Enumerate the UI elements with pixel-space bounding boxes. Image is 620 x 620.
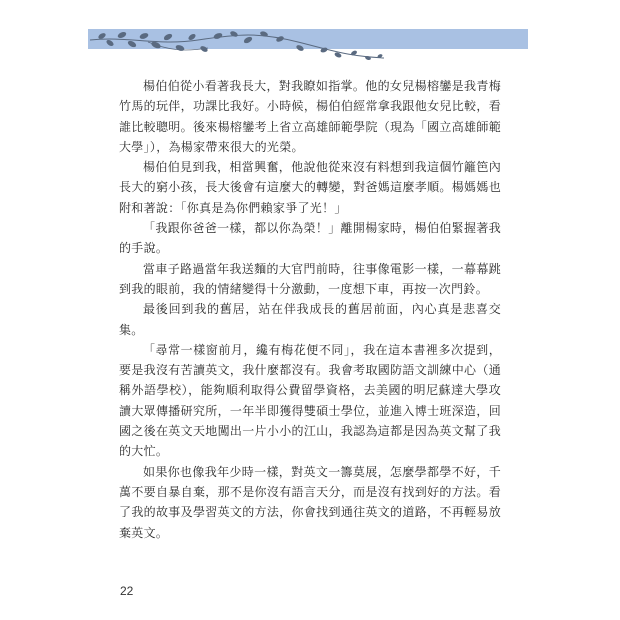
- paragraph: 如果你也像我年少時一樣，對英文一籌莫展，怎麼學都學不好，千萬不要自暴自棄，那不是你沒有語言天分，而是沒有找到好的方法。看了我的故事及學習英文的方法，你會找到通往英文的道路，不再輕易放棄英文。: [119, 464, 501, 540]
- paragraph: 「尋常一樣窗前月，纔有梅花便不同」，我在這本書裡多次提到，要是我沒有苦讀英文，我什麼都沒有。我會考取國防語文訓練中心（通稱外語學校），能夠順利取得公費留學資格，去美國的明尼蘇達大學攻讀大眾傳播研究所，一年半即獲得雙碩士學位，並進入博士班深造，回國之後在英文天地闖出一片小小的江山，我認為這都是因為英文幫了我的大忙。: [119, 342, 501, 459]
- vine-leaf-ornament-icon: [88, 22, 388, 66]
- page-number: 22: [120, 584, 134, 598]
- paragraph: 當車子路過當年我送麵的大官門前時，往事像電影一樣，一幕幕跳到我的眼前，我的情緒變得十分激動，一度想下車，再按一次門鈴。: [119, 261, 501, 296]
- paragraph: 最後回到我的舊居，站在伴我成長的舊居前面，內心真是悲喜交集。: [119, 302, 501, 337]
- paragraph: 楊伯伯從小看著我長大，對我瞭如指掌。他的女兒楊榕鑾是我青梅竹馬的玩伴，功課比我好。小時候，楊伯伯經常拿我跟他女兒比較，看誰比較聰明。後來楊榕鑾考上省立高雄師範學院（現為「國立高雄師範大學」），為楊家帶來很大的光榮。: [119, 79, 501, 154]
- body-text: [119, 76, 501, 543]
- paragraph: 「我跟你爸爸一樣，都以你為榮！」離開楊家時，楊伯伯緊握著我的手說。: [119, 221, 501, 256]
- paragraph: 楊伯伯見到我，相當興奮，他說他從來沒有料想到我這個竹籬笆內長大的窮小孩，長大後會有這麼大的轉變，對爸媽這麼孝順。楊媽媽也附和著說：「你真是為你們賴家爭了光！」: [119, 160, 501, 215]
